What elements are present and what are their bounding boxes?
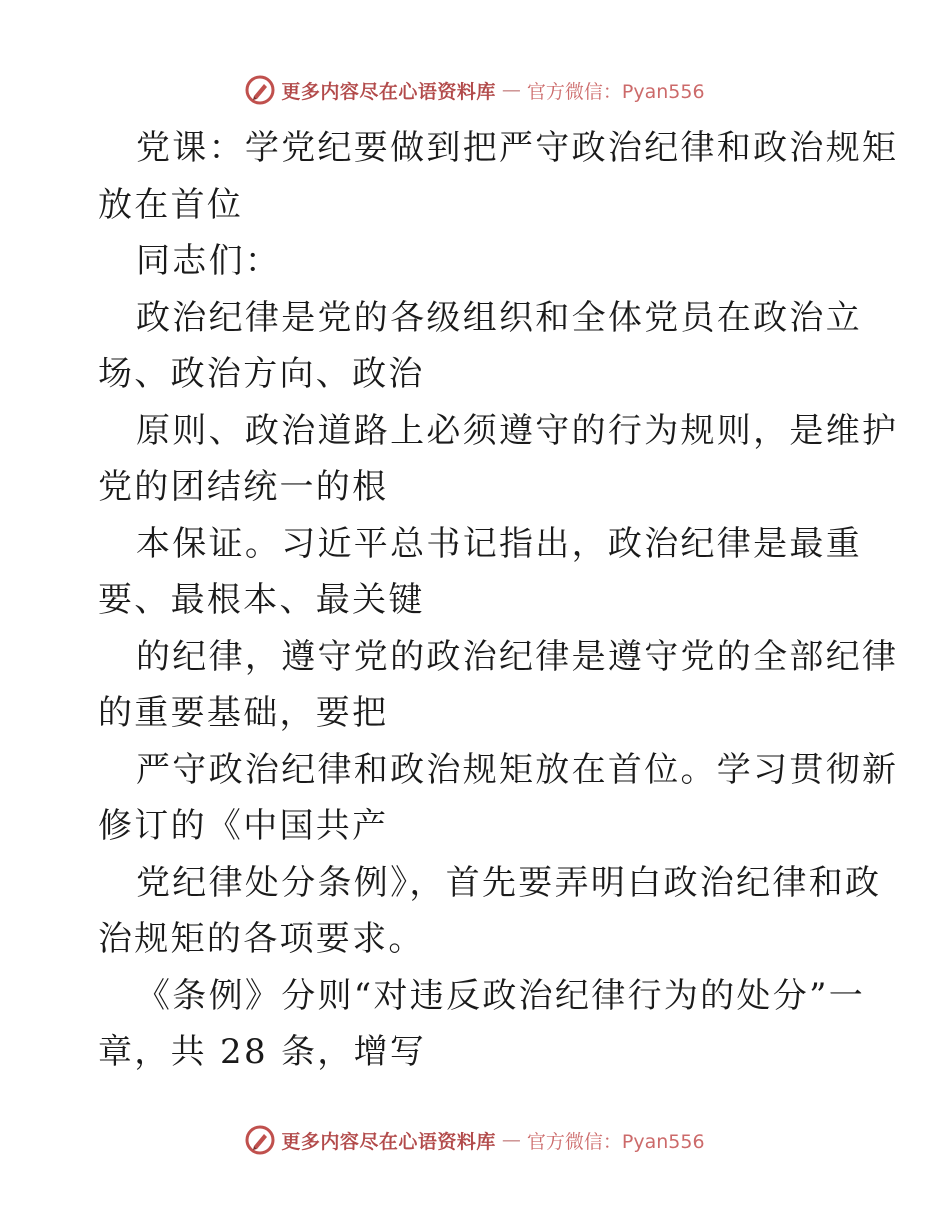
banner-wechat-text: 官方微信：Pyan556: [526, 1130, 705, 1153]
pen-logo-icon: [245, 1125, 275, 1155]
text-line: 场、政治方向、政治: [98, 354, 425, 394]
text-line: 严守政治纪律和政治规矩放在首位。学习贯彻新: [136, 749, 899, 790]
banner-promo-text: 更多内容尽在心语资料库: [281, 1130, 496, 1153]
text-line: 政治纪律是党的各级组织和全体党员在政治立: [136, 297, 862, 338]
document-body: [98, 120, 899, 1081]
text-line: 修订的《中国共产: [98, 806, 389, 846]
banner-separator: —: [501, 79, 521, 101]
text-line: 原则、政治道路上必须遵守的行为规则，是维护: [136, 410, 899, 451]
banner-separator: —: [501, 1129, 521, 1151]
banner-wechat-text: 官方微信：Pyan556: [526, 80, 705, 103]
text-line: 本保证。习近平总书记指出，政治纪律是最重: [136, 523, 862, 564]
footer-banner: [0, 1120, 950, 1160]
text-line: 治规矩的各项要求。: [98, 919, 425, 959]
header-banner: [0, 70, 950, 110]
text-line: 党纪律处分条例》，首先要弄明白政治纪律和政: [136, 862, 882, 903]
text-line: 的纪律，遵守党的政治纪律是遵守党的全部纪律: [136, 636, 899, 677]
text-line: 放在首位: [98, 184, 244, 225]
text-line: 要、最根本、最关键: [98, 580, 425, 620]
text-line: 章，共 28 条，增写: [98, 1032, 427, 1072]
text-line: 的重要基础，要把: [98, 693, 389, 733]
text-line: 《条例》分则“对违反政治纪律行为的处分”一: [136, 975, 866, 1016]
text-line: 党课：学党纪要做到把严守政治纪律和政治规矩: [136, 128, 899, 168]
banner-promo-text: 更多内容尽在心语资料库: [281, 80, 496, 103]
pen-logo-icon: [245, 75, 275, 105]
text-line: 同志们：: [136, 241, 282, 281]
text-line: 党的团结统一的根: [98, 467, 389, 507]
